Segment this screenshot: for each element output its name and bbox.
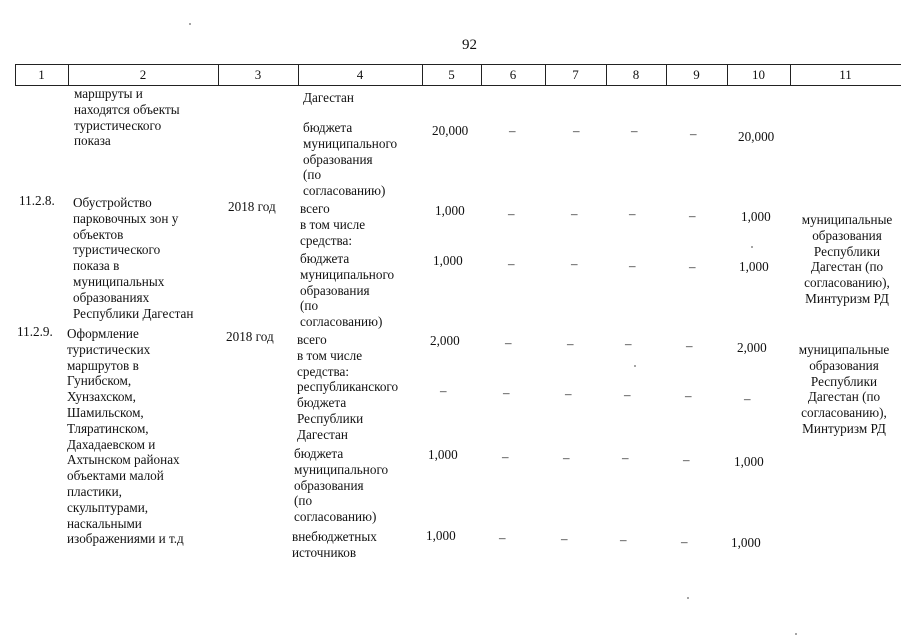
dash-cell: – (620, 532, 627, 547)
implementation-year: 2018 год (228, 199, 276, 214)
dash-cell: – (690, 126, 697, 141)
value-col5: 2,000 (430, 333, 460, 348)
header-col-9: 9 (693, 67, 700, 82)
dash-cell: – (631, 123, 638, 138)
activity-name: Обустройство парковочных зон у объектов туристического показа в муниципальных образованиях Республики Дагестан (73, 195, 194, 321)
dash-cell: – (622, 450, 629, 465)
page-number: 92 (462, 37, 477, 53)
dash-cell: – (686, 338, 693, 353)
dash-cell: – (561, 531, 568, 546)
dash-cell: – (567, 336, 574, 351)
dash-cell: – (683, 452, 690, 467)
scan-speck (795, 633, 797, 635)
value-col10: 1,000 (734, 454, 764, 469)
header-col-7: 7 (572, 67, 579, 82)
value-col5: 1,000 (433, 253, 463, 268)
executor: муниципальные образования Республики Дагестан (по согласованию), Минтуризм РД (801, 212, 893, 306)
row-number: 11.2.8. (19, 193, 55, 208)
dash-cell: – (563, 450, 570, 465)
scan-speck (189, 23, 191, 25)
continued-source-municipal: бюджета муниципального образования (по согласованию) (303, 120, 398, 199)
continued-value-col10: 20,000 (738, 129, 775, 144)
continued-activity-name: маршруты и находятся объекты туристического показа (74, 86, 180, 149)
header-col-2: 2 (139, 67, 147, 82)
funding-source-municipal: бюджета муниципального образования (по согласованию) (300, 251, 395, 330)
dash-cell: – (744, 391, 751, 406)
dash-cell: – (502, 449, 509, 464)
funding-source-municipal: бюджета муниципального образования (по согласованию) (294, 446, 389, 525)
dash-cell: – (508, 256, 515, 271)
dash-cell: – (509, 123, 516, 138)
header-col-8: 8 (632, 67, 640, 82)
dash-cell: – (629, 258, 636, 273)
value-col5: 1,000 (428, 447, 458, 462)
value-col10: 1,000 (731, 535, 761, 550)
dash-cell: – (689, 208, 696, 223)
dash-cell: – (689, 259, 696, 274)
continued-source: Дагестан (303, 90, 354, 105)
funding-source-extrabudget: внебюджетных источников (292, 529, 377, 560)
header-col-1: 1 (38, 67, 45, 82)
dash-cell: – (505, 335, 512, 350)
scan-speck (751, 246, 753, 248)
header-col-11: 11 (839, 67, 852, 82)
funding-source-total: всего в том числе средства: (300, 201, 366, 248)
dash-cell: – (629, 206, 636, 221)
dash-cell: – (573, 123, 580, 138)
row-number: 11.2.9. (17, 324, 53, 339)
implementation-year: 2018 год (226, 329, 274, 344)
dash-cell: – (624, 387, 631, 402)
value-col10: 1,000 (741, 209, 771, 224)
activity-name: Оформление туристических маршрутов в Гунибском, Хунзахском, Шамильском, Тляратинском, Дахадаевском и Ахтынском районах объектами малой пластики, скульптурами, наскальными изображениями и т.д (67, 326, 184, 547)
dash-cell: – (508, 206, 515, 221)
value-col10: 2,000 (737, 340, 767, 355)
value-col10: 1,000 (739, 259, 769, 274)
dash-cell: – (499, 530, 506, 545)
continued-value-col5: 20,000 (432, 123, 469, 138)
funding-source-total: всего в том числе средства: республиканского бюджета Республики Дагестан (297, 332, 399, 442)
executor: муниципальные образования Республики Дагестан (по согласованию), Минтуризм РД (798, 342, 890, 436)
dash-cell: – (565, 386, 572, 401)
value-col5: 1,000 (435, 203, 465, 218)
header-col-10: 10 (752, 67, 765, 82)
header-col-4: 4 (356, 67, 364, 82)
dash-cell: – (440, 383, 447, 398)
dash-cell: – (681, 534, 688, 549)
dash-cell: – (571, 256, 578, 271)
scan-speck (687, 597, 689, 599)
value-col5: 1,000 (426, 528, 456, 543)
dash-cell: – (503, 385, 510, 400)
header-col-3: 3 (254, 67, 262, 82)
header-col-6: 6 (509, 67, 517, 82)
dash-cell: – (685, 388, 692, 403)
dash-cell: – (571, 206, 578, 221)
dash-cell: – (625, 336, 632, 351)
scan-speck (634, 365, 636, 367)
header-col-5: 5 (448, 67, 455, 82)
